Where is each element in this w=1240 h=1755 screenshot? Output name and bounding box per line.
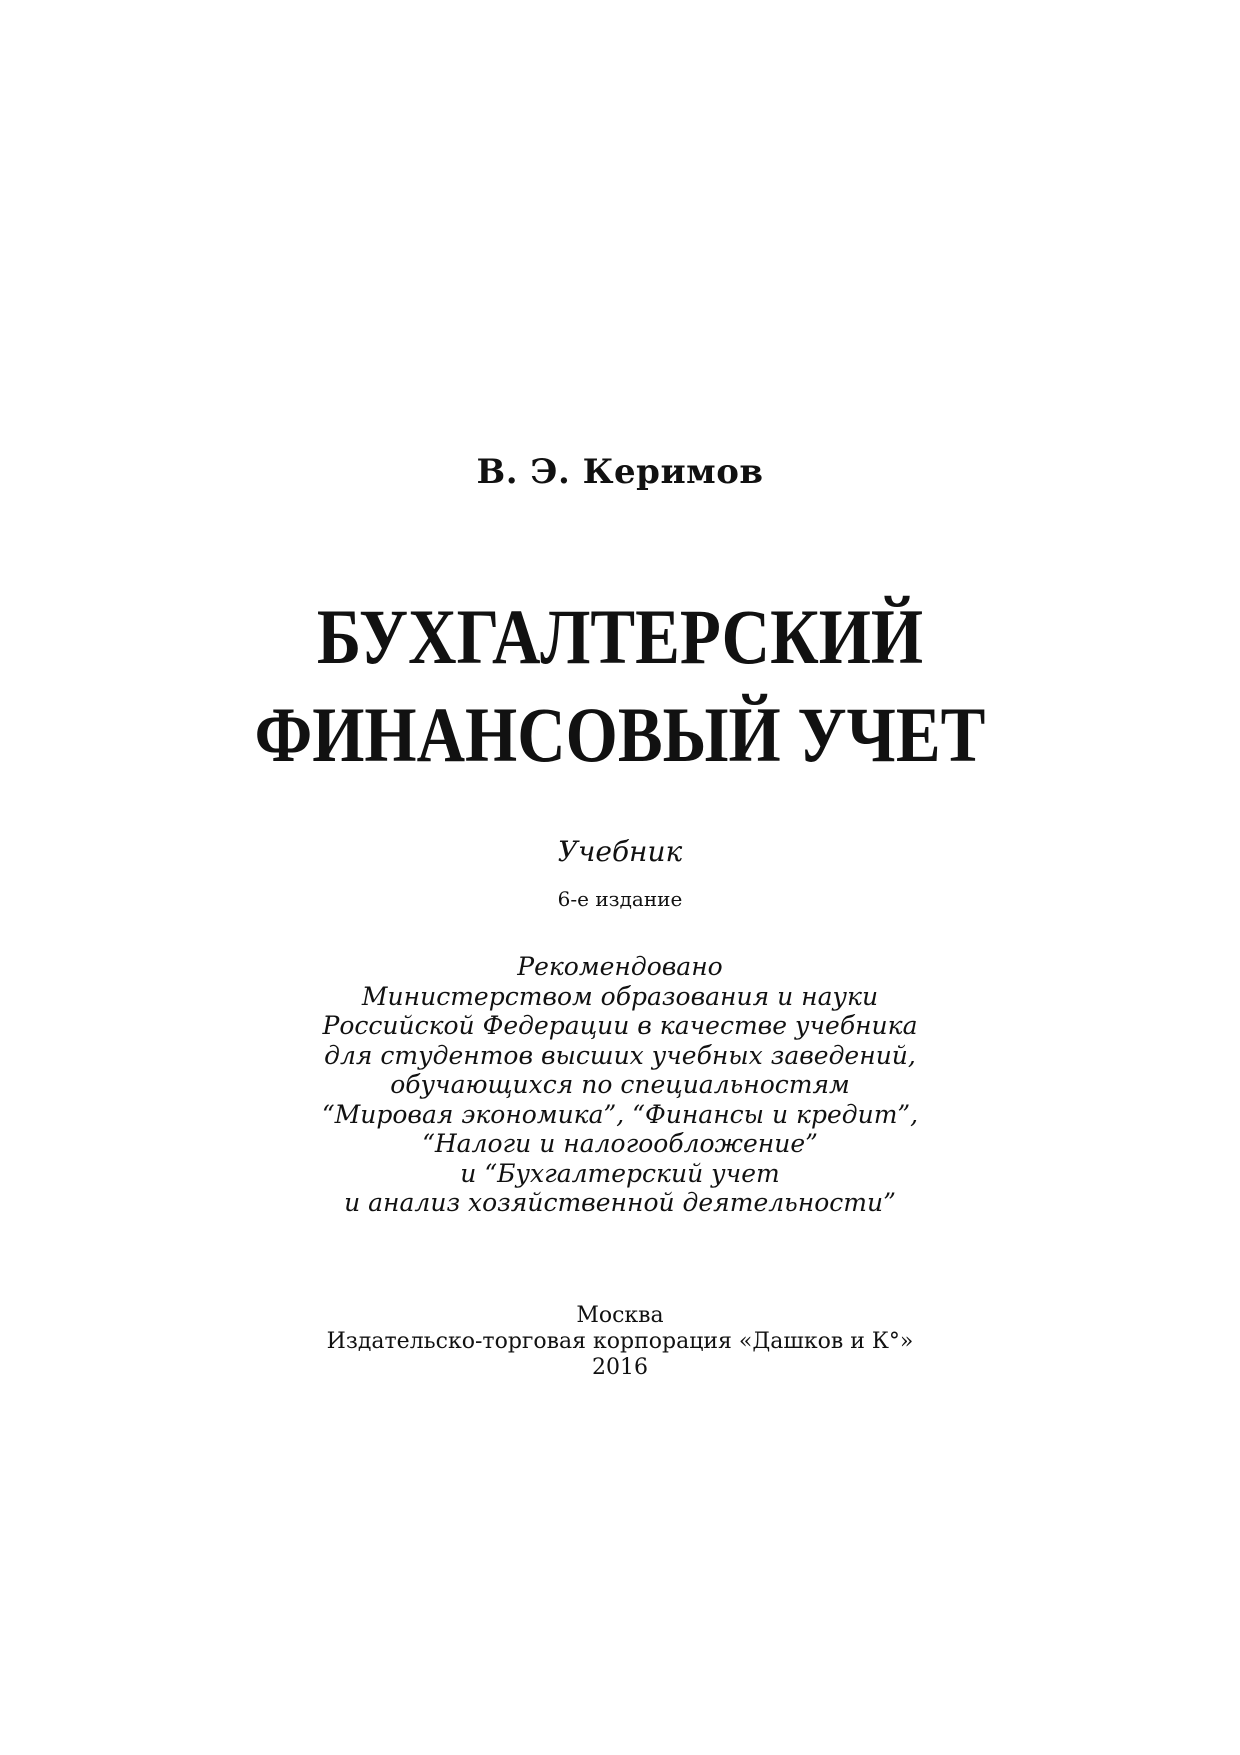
- book-title-line-1: БУХГАЛТЕРСКИЙ: [316, 593, 924, 680]
- recommendation-text: [0, 952, 1240, 1218]
- publisher-imprint: [0, 1303, 1240, 1381]
- recommendation-line: для студентов высших учебных заведений,: [324, 1040, 916, 1070]
- imprint-year: 2016: [592, 1355, 648, 1380]
- recommendation-line: Рекомендовано: [517, 952, 723, 981]
- imprint-city: Москва: [576, 1303, 664, 1328]
- book-title: [87, 588, 1153, 784]
- recommendation-line: и анализ хозяйственной деятельности”: [344, 1188, 896, 1217]
- author-name: В. Э. Керимов: [476, 452, 764, 492]
- recommendation-line: “Налоги и налогообложение”: [422, 1129, 818, 1158]
- recommendation-line: Министерством образования и науки: [361, 981, 879, 1011]
- book-title-line-2: ФИНАНСОВЫЙ УЧЕТ: [254, 691, 986, 778]
- edition-label: 6-е издание: [557, 887, 683, 911]
- recommendation-line: “Мировая экономика”, “Финансы и кредит”,: [321, 1099, 919, 1129]
- document-type: Учебник: [557, 835, 683, 868]
- recommendation-line: и “Бухгалтерский учет: [460, 1158, 780, 1188]
- imprint-publisher: Издательско-торговая корпорация «Дашков и К°»: [326, 1329, 914, 1354]
- recommendation-line: обучающихся по специальностям: [390, 1070, 850, 1099]
- recommendation-line: Российской Федерации в качестве учебника: [322, 1011, 918, 1040]
